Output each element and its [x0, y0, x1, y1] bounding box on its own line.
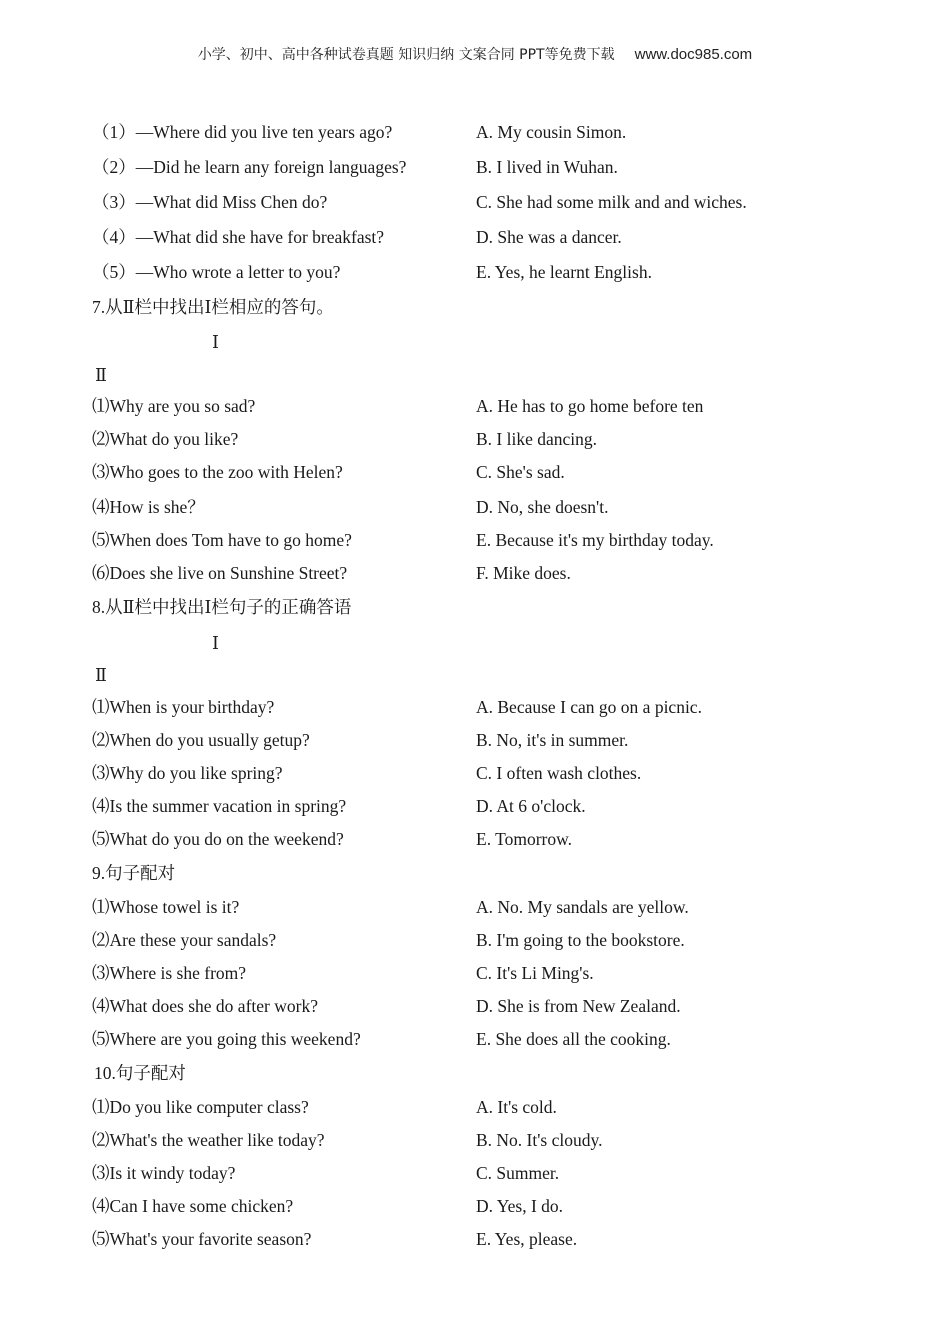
answer-9-c: C. It's Li Ming's. [476, 963, 594, 983]
question-10-4: ⑷Can I have some chicken? [92, 1196, 294, 1216]
question-10-1: ⑴Do you like computer class? [92, 1097, 309, 1117]
section-10-title: 10.句子配对 [94, 1063, 186, 1083]
question-6-5: （5）—Who wrote a letter to you? [92, 262, 341, 282]
header-text: 小学、初中、高中各种试卷真题 知识归纳 文案合同 PPT等免费下载 [197, 47, 615, 63]
answer-10-b: B. No. It's cloudy. [476, 1130, 603, 1150]
answer-8-e: E. Tomorrow. [476, 829, 572, 849]
question-10-2: ⑵What's the weather like today? [92, 1130, 325, 1150]
question-8-3: ⑶Why do you like spring? [92, 763, 283, 783]
answer-9-d: D. She is from New Zealand. [476, 996, 681, 1016]
answer-7-a: A. He has to go home before ten [476, 396, 704, 416]
question-7-6: ⑹Does she live on Sunshine Street? [92, 563, 348, 583]
section-7-column-1-label: Ⅰ [212, 332, 219, 352]
header-url: www.doc985.com [634, 46, 753, 63]
question-7-1: ⑴Why are you so sad? [92, 396, 256, 416]
question-9-1: ⑴Whose towel is it? [92, 897, 240, 917]
question-6-2: （2）—Did he learn any foreign languages? [92, 157, 407, 177]
question-9-2: ⑵Are these your sandals? [92, 930, 277, 950]
question-10-3: ⑶Is it windy today? [92, 1163, 236, 1183]
question-7-4: ⑷How is she？ [92, 497, 205, 517]
question-9-3: ⑶Where is she from? [92, 963, 247, 983]
answer-10-c: C. Summer. [476, 1163, 560, 1183]
answer-8-d: D. At 6 o'clock. [476, 796, 586, 816]
answer-6-d: D. She was a dancer. [476, 227, 622, 247]
answer-6-b: B. I lived in Wuhan. [476, 157, 618, 177]
answer-9-e: E. She does all the cooking. [476, 1029, 671, 1049]
section-8-column-2-label: Ⅱ [95, 665, 107, 685]
answer-7-f: F. Mike does. [476, 563, 571, 583]
answer-6-c: C. She had some milk and and wiches. [476, 192, 747, 212]
answer-10-a: A. It's cold. [476, 1097, 557, 1117]
section-8-column-1-label: Ⅰ [212, 633, 219, 653]
answer-7-b: B. I like dancing. [476, 429, 598, 449]
section-7-column-2-label: Ⅱ [95, 365, 107, 385]
question-8-4: ⑷Is the summer vacation in spring? [92, 796, 347, 816]
question-7-2: ⑵What do you like? [92, 429, 239, 449]
question-8-2: ⑵When do you usually getup? [92, 730, 310, 750]
question-9-4: ⑷What does she do after work? [92, 996, 318, 1016]
answer-7-d: D. No, she doesn't. [476, 497, 609, 517]
answer-9-b: B. I'm going to the bookstore. [476, 930, 685, 950]
section-7-title: 7.从Ⅱ栏中找出Ⅰ栏相应的答句。 [92, 297, 334, 317]
question-10-5: ⑸What's your favorite season? [92, 1229, 312, 1249]
section-9-title: 9.句子配对 [92, 863, 176, 883]
section-8-title: 8.从Ⅱ栏中找出Ⅰ栏句子的正确答语 [92, 597, 352, 617]
question-8-1: ⑴When is your birthday? [92, 697, 275, 717]
page-header [0, 44, 950, 64]
answer-8-c: C. I often wash clothes. [476, 763, 642, 783]
question-6-4: （4）—What did she have for breakfast? [92, 227, 385, 247]
question-7-5: ⑸When does Tom have to go home? [92, 530, 352, 550]
answer-7-c: C. She's sad. [476, 462, 565, 482]
question-7-3: ⑶Who goes to the zoo with Helen? [92, 462, 343, 482]
answer-10-e: E. Yes, please. [476, 1229, 578, 1249]
question-9-5: ⑸Where are you going this weekend? [92, 1029, 361, 1049]
answer-8-b: B. No, it's in summer. [476, 730, 629, 750]
question-6-3: （3）—What did Miss Chen do? [92, 192, 328, 212]
answer-10-d: D. Yes, I do. [476, 1196, 564, 1216]
question-6-1: （1）—Where did you live ten years ago? [92, 122, 393, 142]
answer-8-a: A. Because I can go on a picnic. [476, 697, 702, 717]
answer-6-e: E. Yes, he learnt English. [476, 262, 652, 282]
question-8-5: ⑸What do you do on the weekend? [92, 829, 344, 849]
answer-6-a: A. My cousin Simon. [476, 122, 627, 142]
answer-9-a: A. No. My sandals are yellow. [476, 897, 689, 917]
answer-7-e: E. Because it's my birthday today. [476, 530, 714, 550]
